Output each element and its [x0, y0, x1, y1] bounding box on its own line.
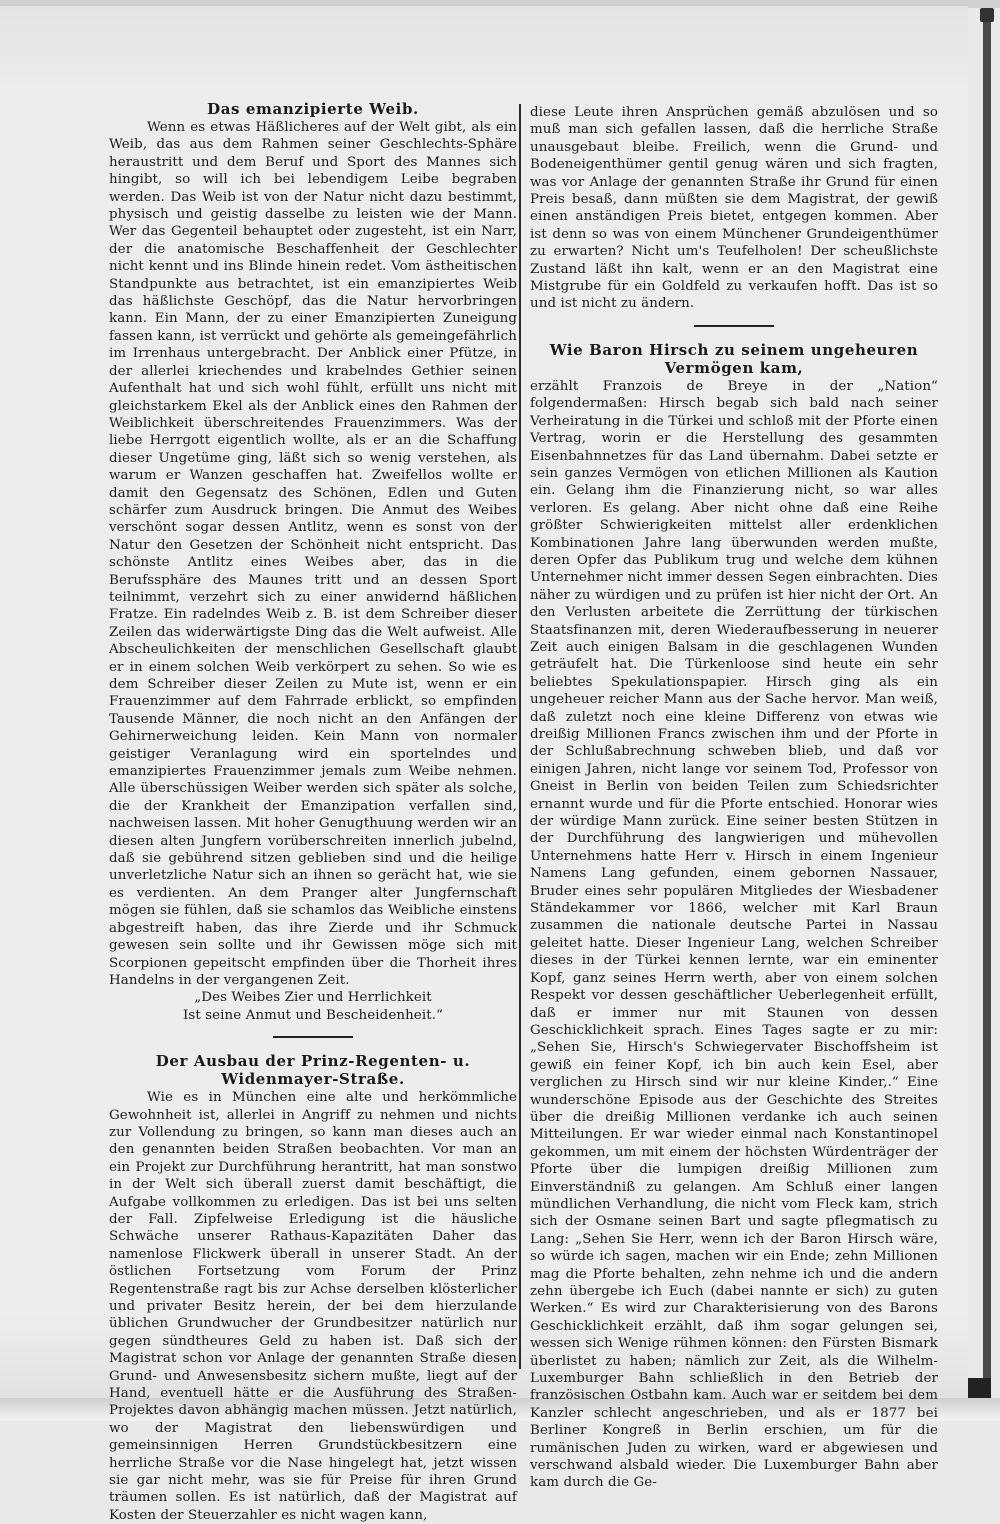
- page-corner-shadow: [968, 1378, 991, 1398]
- headline: Das emanzipierte Weib.: [207, 100, 419, 118]
- binding-edge: [983, 8, 991, 1398]
- binding-edge-cap: [980, 8, 994, 22]
- quote-line: „Des Weibes Zier und Herrlichkeit: [194, 990, 432, 1006]
- article-paragraph: diese Leute ihren Ansprüchen gemäß abzulösen und so muß man sich gefallen lassen, daß die herrliche Straße unausgebaut bleibe. Freilich, wenn die Grund- und Bodeneigenthümer gentil genug wären und sich fragten, was vor Anlage der genannten Straße ihr Grund für einen Preis besaß, dann müßten sie dem Magistrat, der gewiß einen anständigen Preis bietet, entgegen kommen. Aber ist denn so was von einem Münchener Grundeigenthümer zu erwarten? Nicht um's Teufelholen! Der scheußlichste Zustand läßt ihn kalt, wenn er an den Magistrat eine Mistgrube für ein Goldfeld zu verkaufen hofft. Das ist so und ist nicht zu ändern.: [530, 105, 938, 312]
- column-divider: [519, 104, 521, 1369]
- article-street-expansion: [109, 1052, 517, 1524]
- quote-line: Ist seine Anmut und Bescheidenheit.“: [182, 1007, 444, 1023]
- headline: Der Ausbau der Prinz-Regenten- u. Widenmayer-Straße.: [155, 1052, 471, 1089]
- article-paragraph: Wie es in München eine alte und herkömmliche Gewohnheit ist, allerlei in Angriff zu nehmen und nichts zur Vollendung zu bringen, so kann man dieses auch an den genannten beiden Straßen beobachten. Vor man an ein Projekt zur Durchführung herantritt, hat man sonstwo in der Welt sich überall zuerst damit beschäftigt, die Aufgabe vollkommen zu erledigen. Das ist bei uns selten der Fall. Zipfelweise Erledigung ist die häusliche Schwäche unserer Rathaus-Kapazitäten Daher das namenlose Flickwerk überall in unserer Stadt. An der östlichen Fortsetzung vom Forum der Prinz Regentenstraße ragt bis zur Achse derselben klösterlicher und privater Besitz herein, der bei dem hierzulande üblichen Grundwucher der Grundbesitzer natürlich nur gegen sündtheures Geld zu haben ist. Daß sich der Magistrat schon vor Anlage der genannten Straße diesen Grund- und Anwesensbesitz sichern mußte, liegt auf der Hand, eventuell hätte er die Ausführung des Straßen-Projektes davon abhängig machen müssen. Jetzt natürlich, wo der Magistrat den liebenswürdigen und gemeinsinnigen Herren Grundstückbesitzern eine herrliche Straße vor die Nase hingelegt hat, jetzt wissen sie gar nicht mehr, was sie für Preise für ihren Grund träumen sollen. Es ist natürlich, daß der Magistrat auf Kosten der Steuerzahler es nicht wagen kann,: [109, 1090, 517, 1523]
- right-column: [530, 104, 938, 1492]
- article-emancipated-woman: [109, 100, 517, 1024]
- article-paragraph: erzählt Franzois de Breye in der „Nation“ folgendermaßen: Hirsch begab sich bald nach seiner Verheiratung in die Türkei und schloß mit der Pforte einen Vertrag, worin er die Herstellung des gesammten Eisenbahnnetzes für das Land übernahm. Dabei setzte er sein ganzes Vermögen von etlichen Millionen als Kaution ein. Gelang ihm die Finanzierung nicht, so war alles verloren. Es gelang. Aber nicht ohne daß eine Reihe größter Schwierigkeiten mittelst aller erdenklichen Kombinationen Jahre lang überwunden werden mußte, deren Opfer das Publikum trug und welche dem kühnen Unternehmer nicht immer dessen Segen einbrachten. Dies näher zu würdigen und zu prüfen ist hier nicht der Ort. An den Verlusten arbeitete die Zerrüttung der türkischen Staatsfinanzen mit, deren Wiederaufbesserung in neuerer Zeit auch einigen Balsam in die geschlagenen Wunden geträufelt hat. Die Türkenloose sind heute ein sehr beliebtes Spekulationspapier. Hirsch ging als ein ungeheuer reicher Mann aus der Sache hervor. Man weiß, daß zuletzt noch eine kleine Differenz von etwas wie dreißig Millionen Francs zwischen ihm und der Pforte in der Schlußabrechnung schweben blieb, und daß vor einigen Jahren, nicht lange vor seinem Tod, Professor von Gneist in Berlin von beiden Teilen zum Schiedsrichter ernannt wurde und für die Pforte entschied. Honorar wies der würdige Mann zurück. Eine seiner besten Stützen in der Durchführung des langwierigen und mühevollen Unternehmens hatte Herr v. Hirsch in einem Ingenieur Namens Lang gefunden, einem gebornen Nassauer, Bruder eines sehr populären Mitgliedes der Wiesbadener Ständekammer vor 1866, welcher mit Karl Braun zusammen die nationale deutsche Partei in Nassau geleitet hatte. Dieser Ingenieur Lang, welchen Schreiber dieses in der Türkei kennen lernte, war ein eminenter Kopf, ganz seines Herrn werth, aber von einem solchen Respekt vor dessen geschäftlicher Ueberlegenheit erfüllt, daß er immer nur mit Staunen von dessen Geschicklichkeit sprach. Eines Tages sagte er zu mir: „Sehen Sie, Hirsch's Schwiegervater Bischoffsheim ist gewiß ein feiner Kopf, ich bin auch kein Esel, aber verglichen zu Hirsch sind wir nur kleine Kinder,.“ Eine wunderschöne Episode aus der Geschichte des Streites über die dreißig Millionen verdanke ich auch seinen Mitteilungen. Er war wieder einmal nach Konstantinopel gekommen, um mit einem der höchsten Würdenträger der Pforte über die lumpigen dreißig Millionen zum Einverständniß zu gelangen. Am Schluß einer langen mündlichen Verhandlung, die nicht vom Fleck kam, strich sich der Osmane seinen Bart und sagte pflegmatisch zu Lang: „Sehen Sie Herr, wenn ich der Baron Hirsch wäre, so würde ich sagen, machen wir ein Ende; zehn Millionen mag die Pforte behalten, zehn nehme ich und die andern zehn übergebe ich Euch (dabei nannte er sich) zu guten Werken.“ Es wird zur Charakterisierung von des Barons Geschicklichkeit erzählt, daß ihm sogar gelungen sei, wessen sich Wenige rühmen können: den Fürsten Bismark überlistet zu haben; nämlich zur Zeit, als die Wilhelm-Luxemburger Bahn schließlich in den Betrieb der französischen Ostbahn kam. Auch war er seitdem bei dem Kanzler schlecht angeschrieben, und als er 1877 bei Berliner Kongreß in Berlin erschien, um für die rumänischen Juden zu wirken, ward er abgewiesen und verschwand alsbald wieder. Die Luxemburger Bahn aber kam durch die Ge-: [530, 378, 938, 1491]
- article-paragraph: Wenn es etwas Häßlicheres auf der Welt gibt, als ein Weib, das aus dem Rahmen seiner Geschlechts-Sphäre heraustritt und dem Beruf und Sport des Mannes sich hingibt, so will ich bei lebendigem Leibe begraben werden. Das Weib ist von der Natur nicht dazu bestimmt, physisch und geistig dasselbe zu leisten wie der Mann. Wer das Gegenteil behauptet oder zugesteht, ist ein Narr, der die anatomische Beschaffenheit der Geschlechter nicht kennt und ins Blinde hinein redet. Vom ästheitischen Standpunkte aus betrachtet, ist ein emanzipiertes Weib das häßlichste Geschöpf, das die Natur hervorbringen kann. Ein Mann, der zu einer Emanzipierten Zuneigung fassen kann, ist verrückt und gehörte als gemeingefährlich im Irrenhaus untergebracht. Der Anblick einer Pfütze, in der allerlei kriechendes und krabelndes Gethier seinen Aufenthalt hat und sich wohl fühlt, erfüllt uns nicht mit gleichstarkem Ekel als der Anblick eines den Rahmen der Weiblichkeit überschreitendes Frauenzimmers. Was der liebe Herrgott eigentlich wollte, als er an die Schaffung dieser Ungetüme ging, läßt sich so wenig verstehen, als warum er Wanzen geschaffen hat. Zweifellos wollte er damit den Gegensatz des Schönen, Edlen und Guten schärfer zum Ausdruck bringen. Die Anmut des Weibes verschönt sogar dessen Antlitz, wenn es sonst von der Natur den Gesetzen der Schönheit nicht entspricht. Das schönste Antlitz eines Weibes aber, das in die Berufssphäre des Maunes tritt und an dessen Sport teilnimmt, verzehrt sich zu einer anwidernd häßlichen Fratze. Ein radelndes Weib z. B. ist dem Schreiber dieser Zeilen das widerwärtigste Ding das die Welt aufweist. Alle Abscheulichkeiten der menschlichen Gesellschaft glaubt er in einem solchen Weib verkörpert zu sehen. So wie es dem Schreiber dieser Zeilen zu Mute ist, wenn er ein Frauenzimmer auf dem Fahrrade erblickt, so empfinden Tausende Männer, die noch nicht an den Anfängen der Gehirnerweichung leiden. Kein Mann von normaler geistiger Veranlagung wird ein sportelndes und emanzipiertes Frauenzimmer jemals zum Weibe nehmen. Alle überschüssigen Weiber werden sich später als solche, die der Krankheit der Emanzipation verfallen sind, nachweisen lassen. Mit hoher Genugthuung werden wir an diesen alten Jungfern vorüberschreiten innerlich jubelnd, daß sie gebührend sitzen geblieben sind und die heilige unverletzliche Natur sich an ihnen so gerächt hat, wie sie es verdienten. An dem Pranger alter Jungfernschaft mögen sie fühlen, daß sie schamlos das Weibliche einstens abgestreift haben, das ihre Zierde und ihr Schmuck gewesen sein sollte und ihr Gewissen möge sich mit Scorpionen gepeitscht empfinden über die Thorheit ihres Handelns in der vergangenen Zeit.: [109, 120, 517, 988]
- section-rule: [694, 325, 774, 327]
- article-baron-hirsch: [530, 341, 938, 1492]
- left-column: [109, 100, 517, 1524]
- headline: Wie Baron Hirsch zu seinem ungeheuren Vermögen kam,: [549, 340, 919, 377]
- section-rule: [273, 1036, 353, 1038]
- article-street-expansion-continued: [530, 104, 938, 313]
